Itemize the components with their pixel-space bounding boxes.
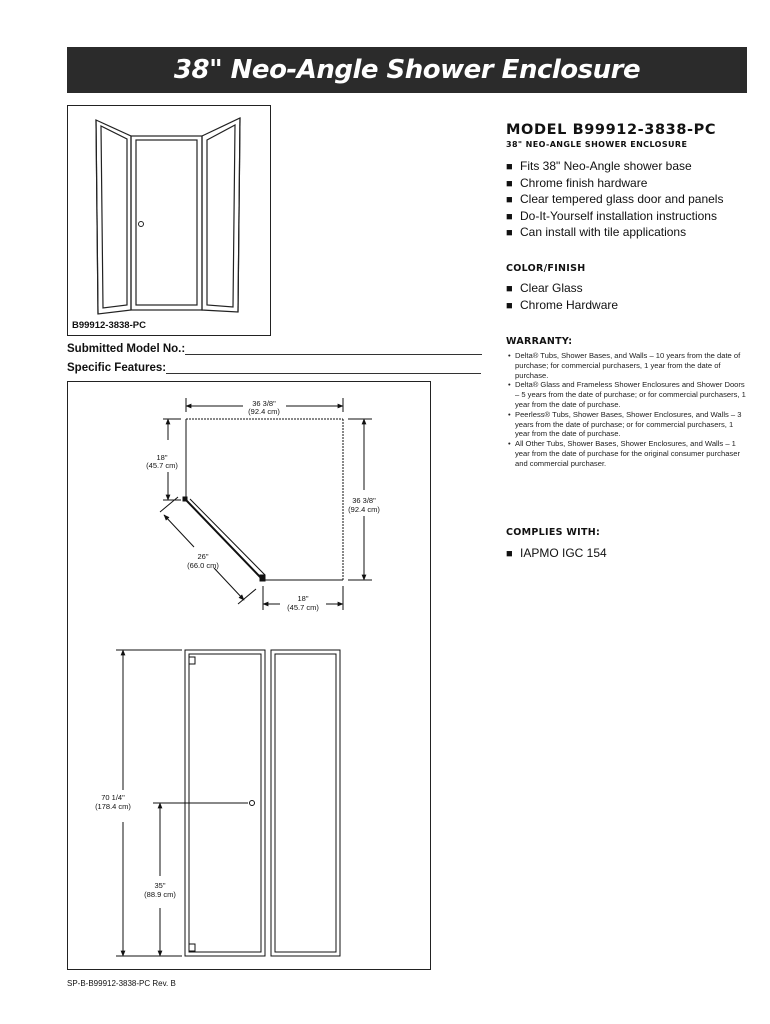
dim-top-width: 36 3/8" — [252, 399, 276, 408]
complies-list — [506, 546, 607, 563]
warranty-list — [506, 351, 746, 469]
dim-top-width-cm: (92.4 cm) — [248, 407, 280, 416]
list-item: • Delta® Glass and Frameless Shower Enclosures and Shower Doors – 5 years from the date of purchase; or for commercial purchasers, 1 year from the date of purchase. — [506, 380, 746, 409]
color-finish-list — [506, 281, 618, 314]
dim-right-depth: 36 3/8" — [352, 496, 376, 505]
dim-right-depth-cm: (92.4 cm) — [348, 505, 380, 514]
list-item: • Peerless® Tubs, Shower Bases, Shower Enclosures, and Walls – 3 years from the date of purchase; or for commercial purchasers, 1 year from the date of purchase. — [506, 410, 746, 439]
list-item: ■ Chrome Hardware — [506, 298, 618, 315]
dim-bottom-width: 18" — [297, 594, 309, 603]
list-item: ■ Clear tempered glass door and panels — [506, 192, 723, 209]
list-item: ■ Fits 38" Neo-Angle shower base — [506, 159, 723, 176]
specific-features-field[interactable] — [67, 362, 481, 374]
complies-heading: COMPLIES WITH: — [506, 527, 601, 538]
list-item: ■ Can install with tile applications — [506, 225, 723, 242]
dim-bottom-width-cm: (45.7 cm) — [287, 603, 319, 612]
list-item: • All Other Tubs, Shower Bases, Shower Enclosures, and Walls – 1 year from the date of purchase for the original consumer purchaser and commercial purchaser. — [506, 439, 746, 468]
list-item: ■ IAPMO IGC 154 — [506, 546, 607, 563]
list-item: ■ Chrome finish hardware — [506, 176, 723, 193]
enclosure-illustration — [68, 106, 270, 335]
dim-handle-height: 35" — [154, 881, 166, 890]
dim-diagonal: 26" — [197, 552, 209, 561]
dim-diagonal-cm: (66.0 cm) — [187, 561, 219, 570]
submitted-model-label: Submitted Model No.: — [67, 343, 186, 355]
list-item: ■ Do-It-Yourself installation instructions — [506, 209, 723, 226]
photo-caption: B99912-3838-PC — [72, 320, 146, 331]
submitted-model-field[interactable] — [67, 343, 482, 355]
dimension-diagram — [67, 381, 431, 970]
footer-doc-id: SP-B-B99912-3838-PC Rev. B — [67, 979, 176, 988]
dim-left-depth-cm: (45.7 cm) — [146, 461, 178, 470]
dim-handle-height-cm: (88.9 cm) — [144, 890, 176, 899]
list-item: ■ Clear Glass — [506, 281, 618, 298]
model-subtitle: 38" NEO-ANGLE SHOWER ENCLOSURE — [506, 140, 688, 149]
color-finish-heading: COLOR/FINISH — [506, 263, 586, 274]
feature-list — [506, 159, 723, 242]
specific-features-label: Specific Features: — [67, 362, 167, 374]
list-item: • Delta® Tubs, Shower Bases, and Walls – 10 years from the date of purchase; for commercial purchasers, 1 year from the date of purchase. — [506, 351, 746, 380]
specific-features-line[interactable] — [166, 363, 481, 374]
dim-height-cm: (178.4 cm) — [95, 802, 131, 811]
page-title: 38" Neo-Angle Shower Enclosure — [67, 47, 747, 93]
submitted-model-line[interactable] — [185, 344, 482, 355]
dim-left-depth: 18" — [156, 453, 168, 462]
product-image — [67, 105, 271, 336]
warranty-heading: WARRANTY: — [506, 336, 573, 347]
model-title: MODEL B99912-3838-PC — [506, 122, 717, 138]
dimension-drawing — [68, 382, 430, 969]
dim-height: 70 1/4" — [101, 793, 125, 802]
